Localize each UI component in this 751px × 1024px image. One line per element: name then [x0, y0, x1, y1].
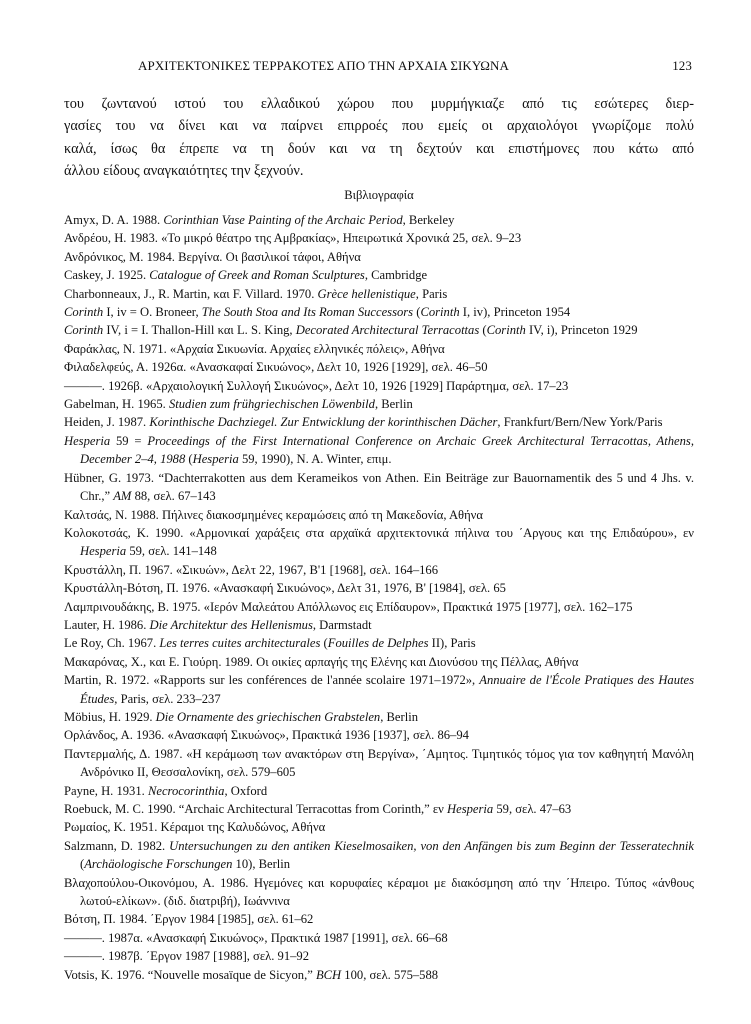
entry-text: , Cambridge — [364, 268, 428, 283]
entry-text: , Darmstadt — [312, 617, 372, 632]
entry-text: , Berlin — [380, 709, 418, 724]
bibliography-entry — [64, 395, 694, 413]
entry-text: Lauter, H. 1986. — [64, 617, 150, 632]
bibliography-entry — [64, 910, 694, 928]
entry-text: 59, σελ. 141–148 — [126, 544, 217, 559]
bibliography-entry — [64, 377, 694, 395]
intro-line: καλά, ίσως θα έπρεπε να τη δούν και να τη δεχτούν και επιστήμονες που κάτω από — [64, 140, 694, 157]
entry-text: Ορλάνδος, Α. 1936. «Ανασκαφή Σικυώνος», Πρακτικά 1936 [1937], σελ. 86–94 — [64, 728, 469, 743]
bibliography-entry — [64, 229, 694, 247]
bibliography-entry — [64, 506, 694, 524]
entry-text: Φαράκλας, Ν. 1971. «Αρχαία Σικυωνία. Αρχαίες ελληνικές πόλεις», Αθήνα — [64, 341, 445, 356]
entry-text: Caskey, J. 1925. — [64, 268, 150, 283]
entry-italic-text: Untersuchungen zu den antiken Kieselmosaiken, von den Anfängen bis zum Beginn der Tesseratechnik — [169, 838, 694, 853]
entry-text: Λαμπρινουδάκης, Β. 1975. «Ιερόν Μαλεάτου Απόλλωνος εις Επίδαυρον», Πρακτικά 1975 [1977], σελ. 162–175 — [64, 599, 633, 614]
entry-text: IV, i = I. Thallon-Hill και L. S. King, — [103, 323, 296, 338]
entry-italic-text: Catalogue of Greek and Roman Sculptures — [149, 268, 365, 283]
entry-italic-text: Korinthische Dachziegel. Zur Entwicklung der korinthischen Dächer — [149, 415, 498, 430]
bibliography-entry — [64, 616, 694, 634]
entry-italic-text: Corinth — [486, 323, 526, 338]
entry-text: , Paris — [415, 286, 448, 301]
bibliography-entry — [64, 266, 694, 284]
entry-text: I, iv = O. Broneer, — [103, 305, 202, 320]
entry-italic-text: Proceedings of the First International Conference on Archaic Greek Architectural Terracottas, Athens, December 2–4, 1988 — [80, 433, 694, 467]
bibliography-entry — [64, 745, 694, 782]
bibliography-entry — [64, 358, 694, 376]
bibliography-entry — [64, 285, 694, 303]
bibliography-entry — [64, 579, 694, 597]
bibliography-entry — [64, 837, 694, 874]
bibliography-entry — [64, 653, 694, 671]
bibliography-list — [64, 211, 694, 984]
entry-text: Βότση, Π. 1984. ΄Εργον 1984 [1985], σελ. 61–62 — [64, 912, 314, 927]
bibliography-entry — [64, 947, 694, 965]
bibliography-entry — [64, 874, 694, 911]
entry-text: Ρωμαίος, Κ. 1951. Κέραμοι της Καλυδώνος, Αθήνα — [64, 820, 326, 835]
entry-text: Κρυστάλλη-Βότση, Π. 1976. «Ανασκαφή Σικυώνος», Δελτ 31, 1976, Β' [1984], σελ. 65 — [64, 581, 506, 596]
bibliography-entry — [64, 561, 694, 579]
entry-italic-text: Hesperia — [192, 452, 239, 467]
bibliography-entry — [64, 248, 694, 266]
bibliography-entry — [64, 321, 694, 339]
entry-text: Παντερμαλής, Δ. 1987. «Η κεράμωση των ανακτόρων στη Βεργίνα», ΄Αμητος. Τιμητικός τόμος για τον καθηγητή Μανόλη Ανδρόνικο ΙΙ, Θεσσαλονίκη, σελ. 579–605 — [64, 746, 694, 780]
entry-text: ( — [80, 857, 85, 872]
entry-text: Μακαρόνας, Χ., και Ε. Γιούρη. 1989. Οι οικίες αρπαγής της Ελένης και Διονύσου της Πέλλας, Αθήνα — [64, 654, 579, 669]
intro-line: άλλου είδους αναγκαιότητες την ξεχνούν. — [64, 163, 304, 180]
bibliography-entry — [64, 524, 694, 561]
bibliography-entry — [64, 671, 694, 708]
entry-italic-text: Hesperia — [447, 802, 494, 816]
entry-text: Φιλαδελφεύς, Α. 1926α. «Ανασκαφαί Σικυώνος», Δελτ 10, 1926 [1929], σελ. 46–50 — [64, 360, 488, 375]
entry-text: 10), Berlin — [232, 857, 291, 872]
entry-text: ———. 1926β. «Αρχαιολογική Συλλογή Σικυώνος», Δελτ 10, 1926 [1929] Παράρτημα, σελ. 17–23 — [64, 378, 569, 393]
entry-italic-text: Archäologische Forschungen — [84, 857, 233, 872]
entry-text: Le Roy, Ch. 1967. — [64, 636, 160, 651]
entry-italic-text: Les terres cuites architecturales — [159, 636, 321, 651]
entry-italic-text: Corinthian Vase Painting of the Archaic Period — [163, 213, 403, 227]
entry-text: , Berlin — [374, 397, 413, 412]
entry-text: 100, σελ. 575–588 — [341, 967, 439, 982]
entry-text: ( — [185, 452, 193, 467]
entry-text: Martin, R. 1972. «Rapports sur les conférences de l'année scolaire 1971–1972», — [64, 673, 480, 688]
entry-text: ( — [413, 305, 421, 320]
bibliography-entry — [64, 340, 694, 358]
bibliography-entry — [64, 782, 694, 800]
entry-text: ———. 1987β. ΄Εργον 1987 [1988], σελ. 91–92 — [64, 949, 310, 964]
entry-text: Βλαχοπούλου-Οικονόμου, Α. 1986. Ηγεμόνες και κορυφαίες κέραμοι με διακόσμηση από την ΄Ηπειρο. Τύπος «άνθους λωτού-ελίκων». (διδ. διατριβή), Ιωάννινα — [64, 875, 694, 909]
entry-italic-text: Corinth — [420, 305, 460, 320]
entry-text: Amyx, D. A. 1988. — [64, 213, 164, 227]
entry-italic-text: Hesperia — [64, 433, 111, 448]
bibliography-heading: Βιβλιογραφία — [344, 188, 414, 202]
entry-italic-text: Corinth — [64, 323, 104, 338]
entry-italic-text: Fouilles de Delphes — [327, 636, 429, 651]
entry-text: Κρυστάλλη, Π. 1967. «Σικυών», Δελτ 22, 1967, Β'1 [1968], σελ. 164–166 — [64, 562, 439, 577]
entry-text: Ανδρόνικος, Μ. 1984. Βεργίνα. Οι βασιλικοί τάφοι, Αθήνα — [64, 249, 361, 264]
entry-text: Κολοκοτσάς, Κ. 1990. «Αρμονικαί χαράξεις στα αρχαϊκά αρχιτεκτονικά πήλινα του ΄Αργους και της Επιδαύρου», εν — [64, 525, 694, 540]
intro-paragraph — [64, 93, 694, 183]
entry-text: 59, 1990), N. A. Winter, επιμ. — [238, 452, 392, 467]
bibliography-entry — [64, 726, 694, 744]
entry-text: Gabelman, H. 1965. — [64, 397, 169, 412]
running-title: ΑΡΧΙΤΕΚΤΟΝΙΚΕΣ ΤΕΡΡΑΚΟΤΕΣ ΑΠΟ ΤΗΝ ΑΡΧΑΙΑ ΣΙΚΥΩΝΑ — [138, 58, 509, 73]
entry-italic-text: Die Ornamente des griechischen Grabstelen — [155, 709, 381, 724]
bibliography-entry — [64, 469, 694, 506]
entry-text: Möbius, H. 1929. — [64, 709, 156, 724]
entry-text: Roebuck, M. C. 1990. “Archaic Architectural Terracottas from Corinth,” εν — [64, 802, 448, 816]
intro-line: του ζωντανού ιστού του ελλαδικού χώρου που μυρμήγκιαζε από τις εσώτερες διερ- — [64, 96, 694, 112]
entry-italic-text: The South Stoa and Its Roman Successors — [201, 305, 414, 320]
entry-text: 59 = — [110, 433, 148, 448]
entry-text: Votsis, K. 1976. “Nouvelle mosaïque de Sicyon,” — [64, 967, 316, 982]
bibliography-entry — [64, 413, 694, 431]
entry-text: Heiden, J. 1987. — [64, 415, 150, 430]
bibliography-entry — [64, 800, 694, 818]
entry-text: ( — [320, 636, 328, 651]
entry-italic-text: Hesperia — [80, 544, 127, 559]
entry-italic-text: BCH — [315, 967, 342, 982]
bibliography-entry — [64, 818, 694, 836]
entry-text: , Frankfurt/Bern/New York/Paris — [497, 415, 663, 430]
entry-italic-text: Necrocorinthia — [147, 783, 225, 798]
bibliography-entry — [64, 929, 694, 947]
bibliography-entry — [64, 303, 694, 321]
entry-text: Charbonneaux, J., R. Martin, και F. Villard. 1970. — [64, 286, 318, 301]
entry-text: 59, σελ. 47–63 — [493, 802, 572, 816]
entry-italic-text: Decorated Architectural Terracottas — [295, 323, 480, 338]
bibliography-entry — [64, 634, 694, 652]
entry-text: II), Paris — [428, 636, 476, 651]
entry-text: IV, i), Princeton 1929 — [525, 323, 638, 338]
bibliography-entry — [64, 211, 694, 229]
entry-italic-text: Grèce hellenistique — [317, 286, 416, 301]
entry-text: Payne, H. 1931. — [64, 783, 148, 798]
entry-text: Καλτσάς, Ν. 1988. Πήλινες διακοσμημένες κεραμώσεις από τη Μακεδονία, Αθήνα — [64, 507, 483, 522]
bibliography-entry — [64, 432, 694, 469]
entry-text: , Oxford — [224, 783, 268, 798]
entry-text: , Paris, σελ. 233–237 — [114, 691, 221, 706]
entry-text: I, iv), Princeton 1954 — [459, 305, 571, 320]
entry-italic-text: AM — [113, 489, 132, 504]
entry-text: ( — [479, 323, 487, 338]
entry-text: Salzmann, D. 1982. — [64, 838, 170, 853]
entry-text: ———. 1987α. «Ανασκαφή Σικυώνος», Πρακτικά 1987 [1991], σελ. 66–68 — [64, 930, 448, 945]
entry-italic-text: Annuaire de l'École Pratiques des Hautes Études — [80, 673, 694, 706]
bibliography-entry — [64, 966, 694, 984]
entry-italic-text: Studien zum frühgriechischen Löwenbild — [168, 397, 375, 412]
page-number: 123 — [672, 58, 692, 73]
entry-italic-text: Corinth — [64, 305, 104, 320]
bibliography-entry — [64, 598, 694, 616]
entry-text: Hübner, G. 1973. “Dachterrakotten aus dem Kerameikos von Athen. Ein Beiträge zur Bauornamentik des 5 und 4 Jhs. v. Chr.,” — [64, 470, 694, 504]
entry-text: , Berkeley — [402, 213, 455, 227]
entry-italic-text: Die Architektur des Hellenismus — [149, 617, 313, 632]
bibliography-entry — [64, 708, 694, 726]
entry-text: 88, σελ. 67–143 — [131, 489, 216, 504]
running-header — [64, 58, 694, 78]
entry-text: Ανδρέου, Η. 1983. «Το μικρό θέατρο της Αμβρακίας», Ηπειρωτικά Χρονικά 25, σελ. 9–23 — [64, 231, 522, 246]
intro-line: γασίες του να δίνει και να παίρνει επιρροές που εμείς οι αρχαιολόγοι γνωρίζομε πολύ — [64, 118, 694, 135]
